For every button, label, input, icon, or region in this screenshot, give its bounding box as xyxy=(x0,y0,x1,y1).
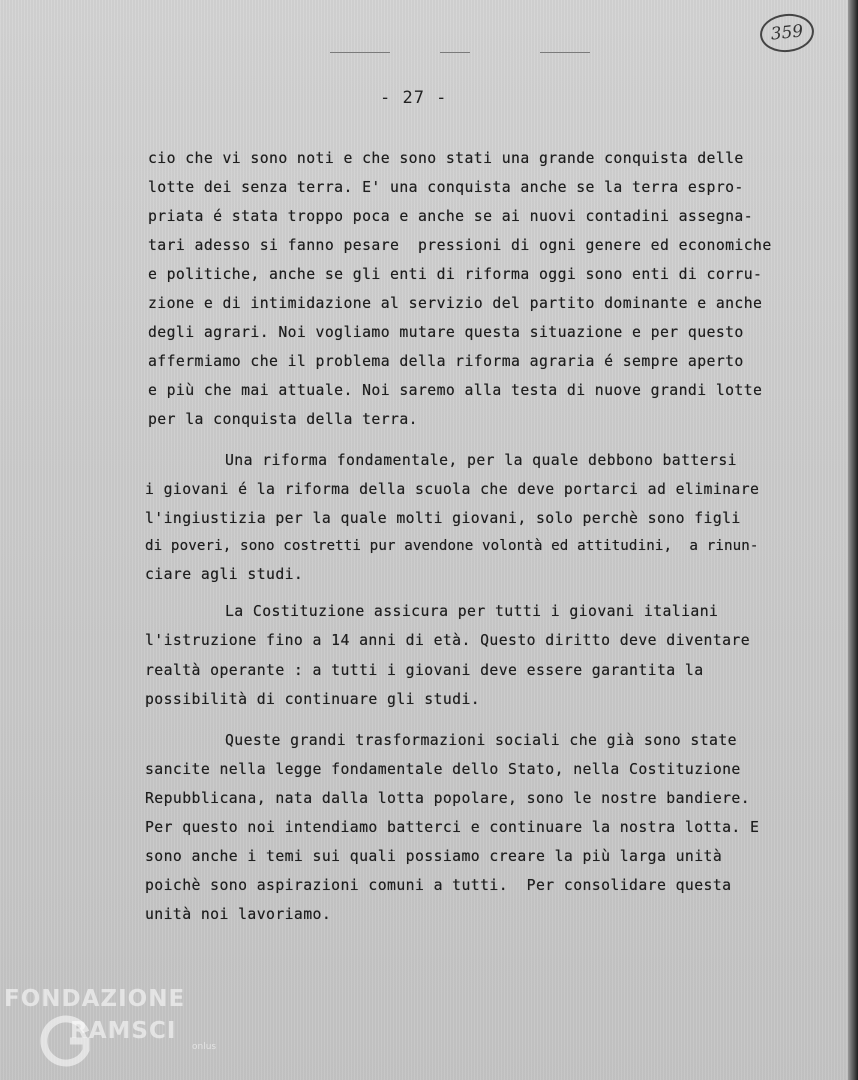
watermark-small: onlus xyxy=(192,1042,217,1052)
text-line: priata é stata troppo poca e anche se ai nuovi contadini assegna- xyxy=(148,208,754,225)
page-number: - 27 - xyxy=(380,88,448,108)
watermark-line1: FONDAZIONE xyxy=(4,986,186,1012)
text-line: Queste grandi trasformazioni sociali che già sono state xyxy=(225,732,737,749)
text-line: realtà operante : a tutti i giovani deve essere garantita la xyxy=(145,662,704,679)
text-line: cio che vi sono noti e che sono stati una grande conquista delle xyxy=(148,150,744,167)
text-line: Repubblicana, nata dalla lotta popolare, sono le nostre bandiere. xyxy=(145,790,751,807)
text-line: i giovani é la riforma della scuola che deve portarci ad eliminare xyxy=(145,481,760,498)
text-line: e politiche, anche se gli enti di riforma oggi sono enti di corru- xyxy=(148,266,763,283)
text-line: Per questo noi intendiamo batterci e continuare la nostra lotta. E xyxy=(145,819,760,836)
text-line: l'istruzione fino a 14 anni di età. Questo diritto deve diventare xyxy=(145,632,751,649)
text-line: l'ingiustizia per la quale molti giovani, solo perchè sono figli xyxy=(145,510,741,527)
text-line: lotte dei senza terra. E' una conquista anche se la terra espro- xyxy=(148,179,744,196)
text-line: possibilità di continuare gli studi. xyxy=(145,691,481,708)
archive-number-stamp: 359 xyxy=(758,11,816,54)
text-line: sancite nella legge fondamentale dello Stato, nella Costituzione xyxy=(145,761,741,778)
text-line: di poveri, sono costretti pur avendone volontà ed attitudini, a rinun- xyxy=(145,538,759,554)
text-line: Una riforma fondamentale, per la quale debbono battersi xyxy=(225,452,737,469)
text-line: e più che mai attuale. Noi saremo alla testa di nuove grandi lotte xyxy=(148,382,763,399)
text-line: sono anche i temi sui quali possiamo creare la più larga unità xyxy=(145,848,723,865)
text-line: poichè sono aspirazioni comuni a tutti. Per consolidare questa xyxy=(145,877,732,894)
text-line: ciare agli studi. xyxy=(145,566,304,583)
watermark-line2: RAMSCI xyxy=(70,1018,177,1044)
text-line: tari adesso si fanno pesare pressioni di ogni genere ed economiche xyxy=(148,237,772,254)
text-line: affermiamo che il problema della riforma agraria é sempre aperto xyxy=(148,353,744,370)
text-line: per la conquista della terra. xyxy=(148,411,418,428)
text-line: degli agrari. Noi vogliamo mutare questa situazione e per questo xyxy=(148,324,744,341)
text-line: unità noi lavoriamo. xyxy=(145,906,332,923)
text-line: La Costituzione assicura per tutti i giovani italiani xyxy=(225,603,719,620)
fondazione-gramsci-watermark xyxy=(4,986,224,1076)
text-line: zione e di intimidazione al servizio del partito dominante e anche xyxy=(148,295,763,312)
